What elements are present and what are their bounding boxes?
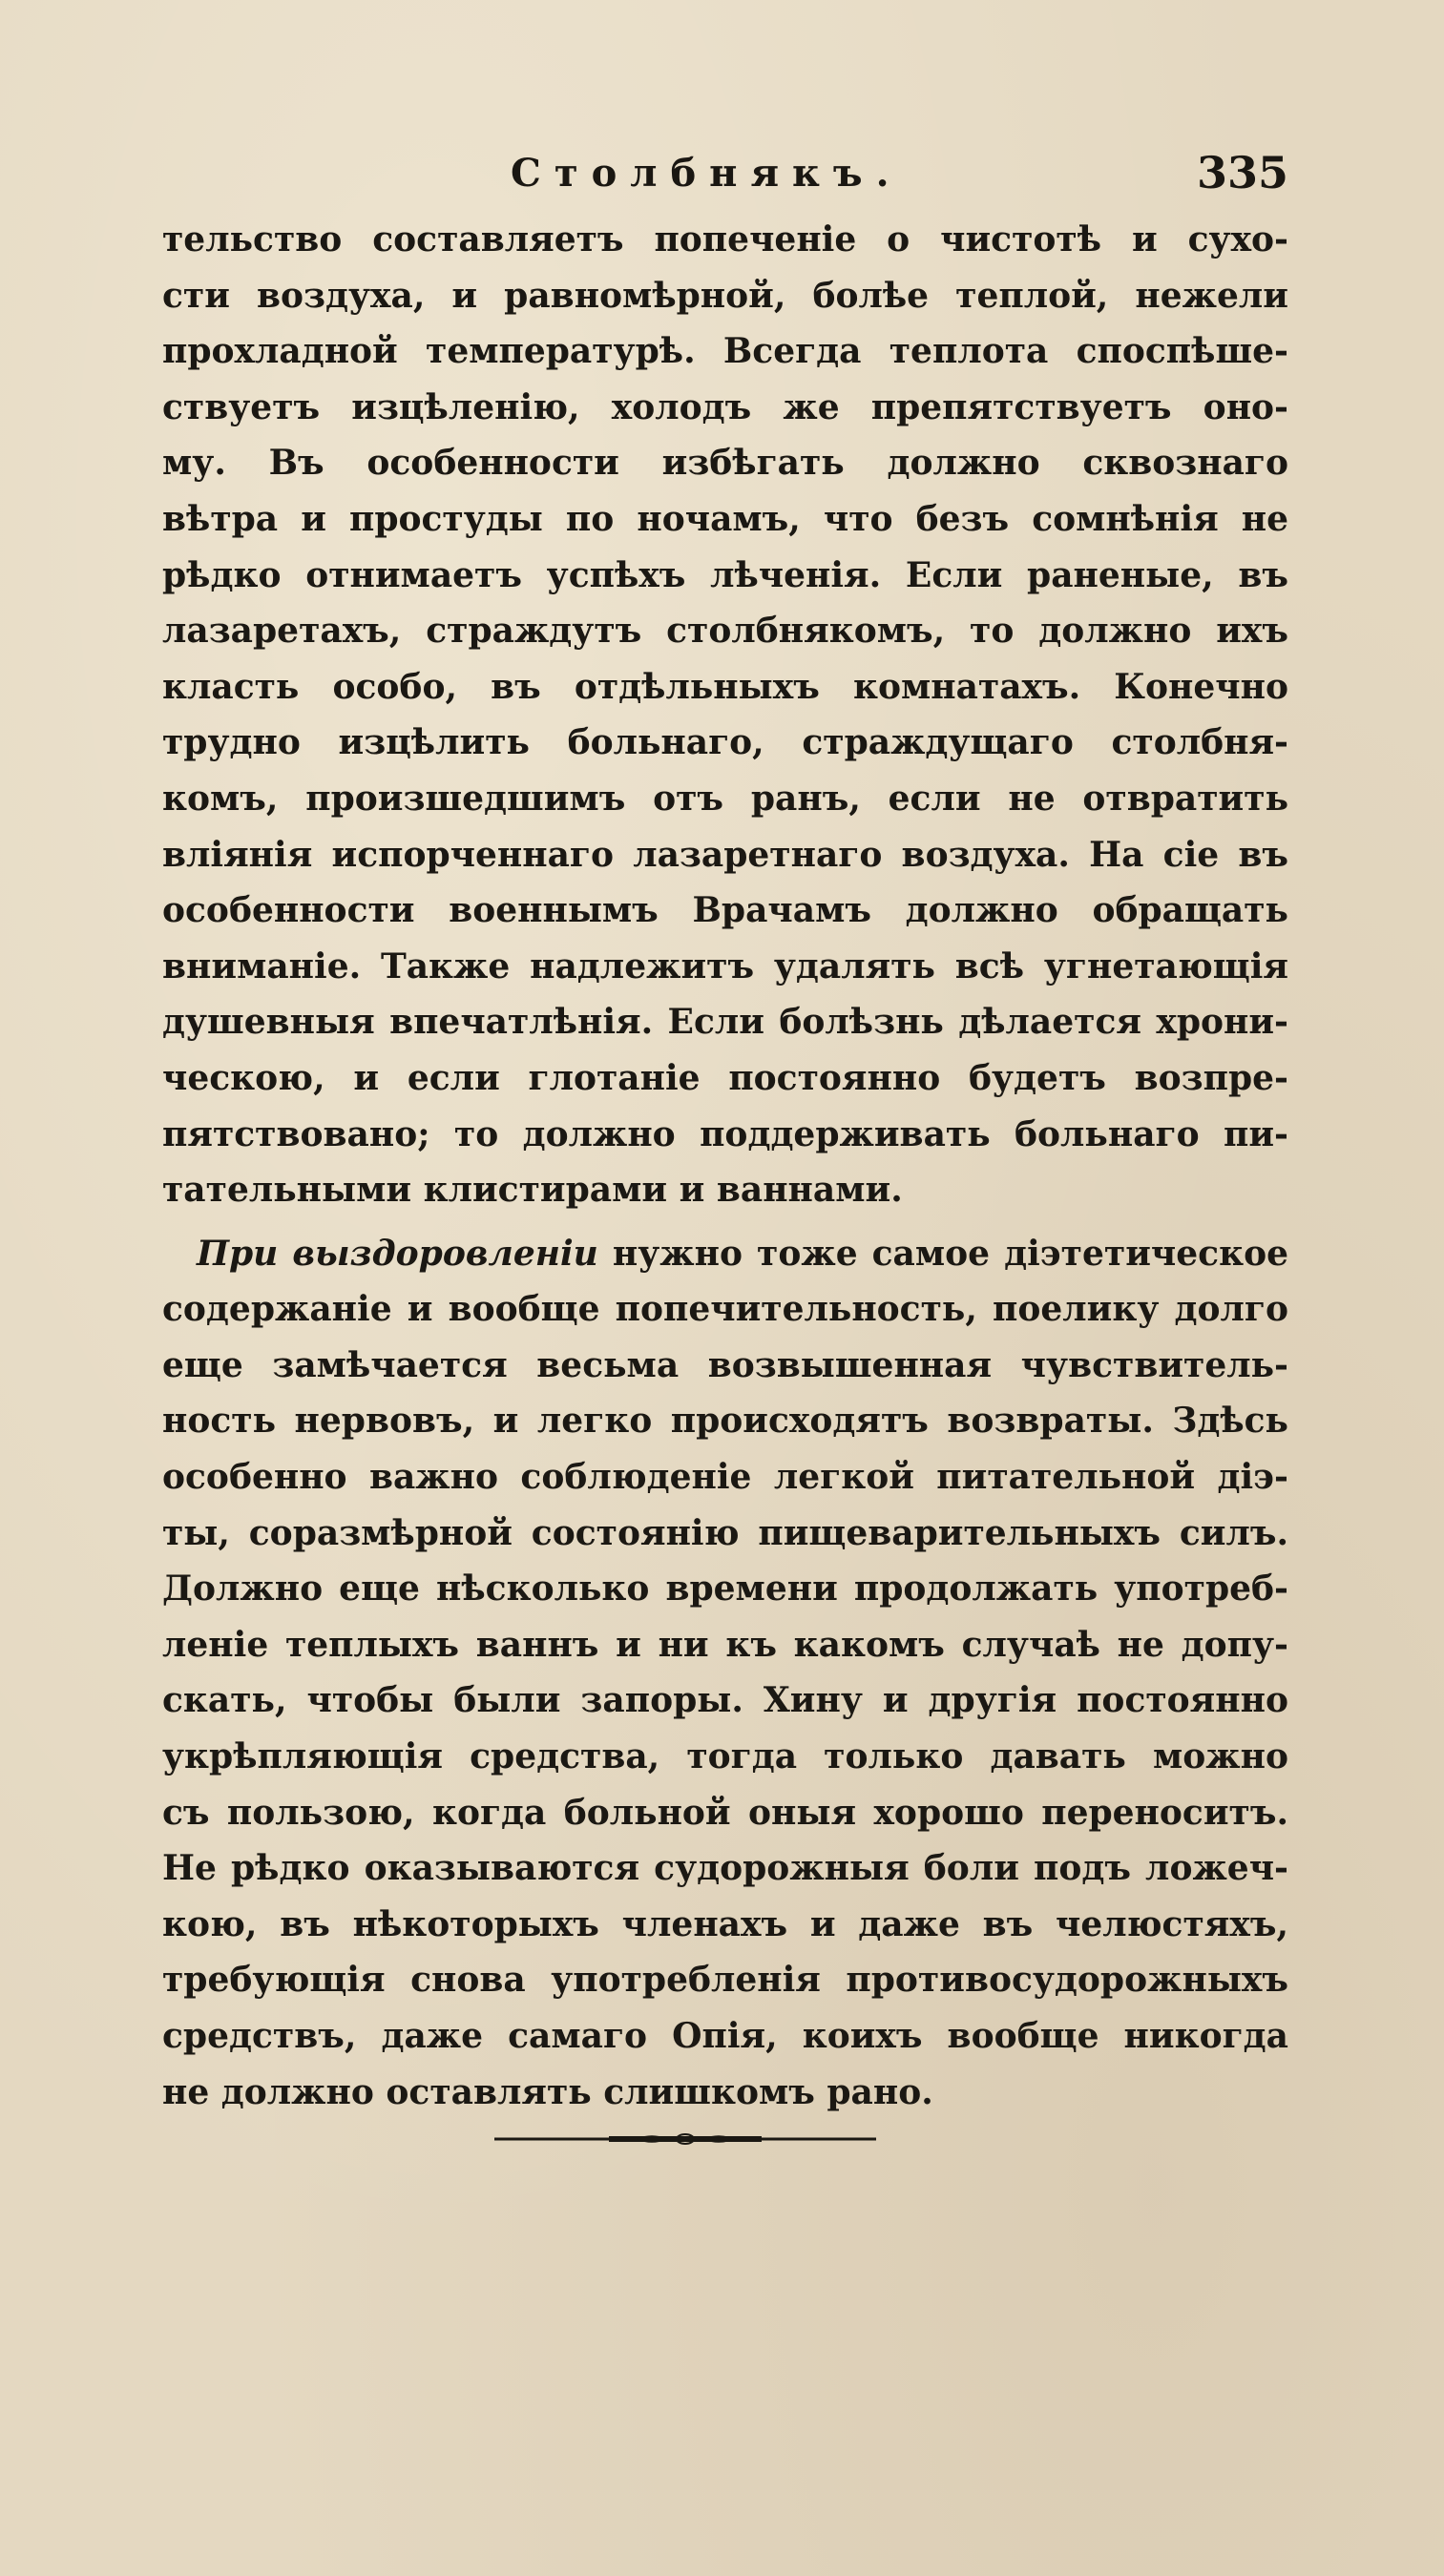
text-line: особенности военнымъ Врачамъ должно обращать: [162, 890, 1288, 931]
page-body: [162, 212, 1288, 2120]
text-line: [162, 1226, 1288, 1282]
text-line: лазаретахъ, страждутъ столбнякомъ, то должно ихъ: [162, 611, 1288, 652]
emphasis-text: При выздоровленіи: [197, 1233, 598, 1274]
text-line: класть особо, въ отдѣльныхъ комнатахъ. Конечно: [162, 666, 1288, 707]
text-line: ность нервовъ, и легко происходятъ возвраты. Здѣсь: [162, 1401, 1288, 1442]
text-line: Должно еще нѣсколько времени продолжать употреб-: [162, 1568, 1288, 1610]
text-line: скать, чтобы были запоры. Хину и другія постоянно: [162, 1680, 1288, 1721]
text-line: съ пользою, когда больной оныя хорошо переноситъ.: [162, 1792, 1288, 1833]
text-line: сти воздуха, и равномѣрной, болѣе теплой, нежели: [162, 275, 1288, 316]
text-line: трудно изцѣлить больнаго, страждущаго столбня-: [162, 722, 1288, 763]
text-line: укрѣпляющія средства, тогда только давать можно: [162, 1736, 1288, 1777]
text-line: вниманіе. Также надлежитъ удалять всѣ угнетающія: [162, 945, 1288, 987]
ornamental-rule: [494, 2132, 876, 2146]
text-line: особенно важно соблюденіе легкой питательной діэ-: [162, 1457, 1288, 1498]
text-line: не должно оставлять слишкомъ рано.: [162, 2071, 933, 2112]
text-line: тательными клистирами и ваннами.: [162, 1170, 903, 1211]
text-line: прохладной температурѣ. Всегда теплота споспѣше-: [162, 331, 1288, 372]
text-line: средствъ, даже самаго Опія, коихъ вообще никогда: [162, 2016, 1288, 2056]
text-line: леніе теплыхъ ваннъ и ни къ какомъ случаѣ не допу-: [162, 1624, 1288, 1665]
text-line: рѣдко отнимаетъ успѣхъ лѣченія. Если раненые, въ: [162, 554, 1288, 595]
text-line: ствуетъ изцѣленію, холодъ же препятствуетъ оно-: [162, 386, 1288, 427]
text-line: содержаніе и вообще попечительность, поелику долго: [162, 1289, 1288, 1330]
text-line: кою, въ нѣкоторыхъ членахъ и даже въ челюстяхъ,: [162, 1903, 1288, 1944]
page-header: [162, 147, 1288, 208]
text-line: Не рѣдко оказываются судорожныя боли подъ ложеч-: [162, 1848, 1288, 1889]
page-number: 335: [1196, 147, 1288, 198]
text-line: вѣтра и простуды по ночамъ, что безъ сомнѣнія не: [162, 498, 1288, 539]
text-line: вліянія испорченнаго лазаретнаго воздуха. На сіе въ: [162, 834, 1288, 875]
paragraph-1: [162, 212, 1288, 1218]
running-title: Столбнякъ.: [511, 151, 903, 196]
text-line: душевныя впечатлѣнія. Если болѣзнь дѣлается хрони-: [162, 1002, 1288, 1043]
text-line: требующія снова употребленія противосудорожныхъ: [162, 1960, 1288, 2001]
text-line: еще замѣчается весьма возвышенная чувствитель-: [162, 1344, 1288, 1385]
text-line: комъ, произшедшимъ отъ ранъ, если не отвратить: [162, 778, 1288, 819]
text-line: пятствовано; то должно поддерживать больнаго пи-: [162, 1113, 1288, 1154]
first-line-text: нужно тоже самое діэтетическое: [612, 1233, 1288, 1274]
text-line: ческою, и если глотаніе постоянно будетъ возпре-: [162, 1057, 1288, 1098]
paragraph-2: [162, 1226, 1288, 2121]
text-line: ты, соразмѣрной состоянію пищеварительныхъ силъ.: [162, 1512, 1288, 1553]
text-line: му. Въ особенности избѣгать должно сквознаго: [162, 443, 1288, 484]
text-line: тельство составляетъ попеченіе о чистотѣ и сухо-: [162, 219, 1288, 260]
paragraph-gap: [162, 1218, 1288, 1226]
